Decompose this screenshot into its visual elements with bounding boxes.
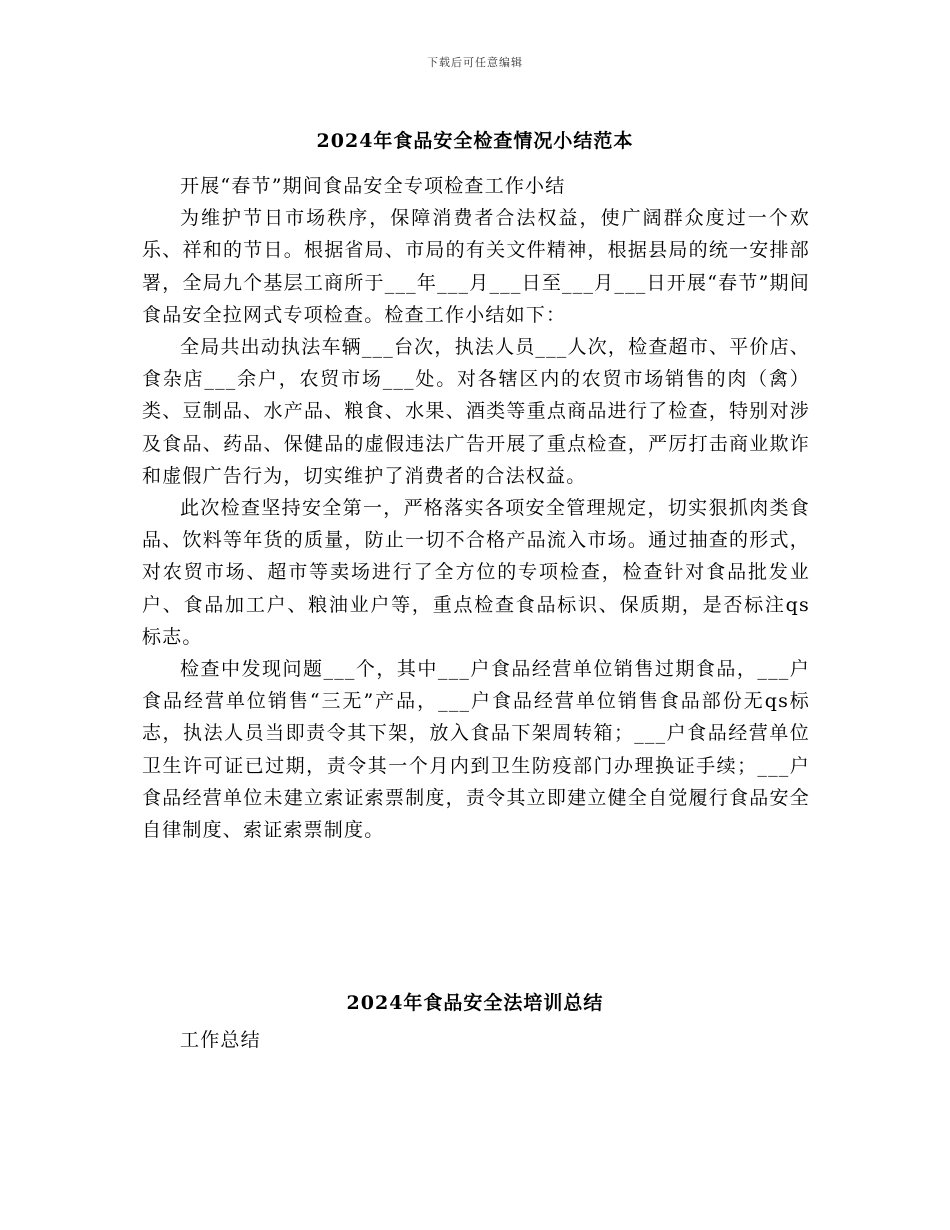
- section-title: 2024年食品安全法培训总结: [346, 992, 604, 1014]
- document-body: [142, 170, 810, 846]
- paragraph-inspection-method: 此次检查坚持安全第一，严格落实各项安全管理规定，切实狠抓肉类食品、饮料等年货的质量，防止一切不合格产品流入市场。通过抽查的形式，对农贸市场、超市等卖场进行了全方位的专项检查，检查针对食品批发业户、食品加工户、粮油业户等，重点检查食品标识、保质期，是否标注qs标志。: [142, 497, 810, 648]
- paragraph-intro: 为维护节日市场秩序，保障消费者合法权益，使广阔群众度过一个欢乐、祥和的节日。根据省局、市局的有关文件精神，根据县局的统一安排部署，全局九个基层工商所于___年___月___日至___月___日开展“春节”期间食品安全拉网式专项检查。检查工作小结如下：: [142, 207, 810, 326]
- paragraph-inspection-stats: 全局共出动执法车辆___台次，执法人员___人次，检查超市、平价店、食杂店___余户，农贸市场___处。对各辖区内的农贸市场销售的肉（禽）类、豆制品、水产品、粮食、水果、酒类等重点商品进行了检查，特别对涉及食品、药品、保健品的虚假违法广告开展了重点检查，严厉打击商业欺诈和虚假广告行为，切实维护了消费者的合法权益。: [142, 336, 810, 487]
- closing-body: [142, 1024, 810, 1056]
- document-title: 2024年食品安全检查情况小结范本: [316, 130, 634, 152]
- header-note: 下载后可任意编辑: [427, 56, 523, 69]
- paragraph-subtitle: 开展“春节”期间食品安全专项检查工作小结: [180, 175, 566, 197]
- paragraph-findings: 检查中发现问题___个，其中___户食品经营单位销售过期食品，___户食品经营单位销售“三无”产品，___户食品经营单位销售食品部份无qs标志，执法人员当即责令其下架，放入食品下架周转箱；___户食品经营单位卫生许可证已过期，责令其一个月内到卫生防疫部门办理换证手续；___户食品经营单位未建立索证索票制度，责令其立即建立健全自觉履行食品安全自律制度、索证索票制度。: [142, 658, 810, 842]
- paragraph-work-summary: 工作总结: [180, 1029, 261, 1051]
